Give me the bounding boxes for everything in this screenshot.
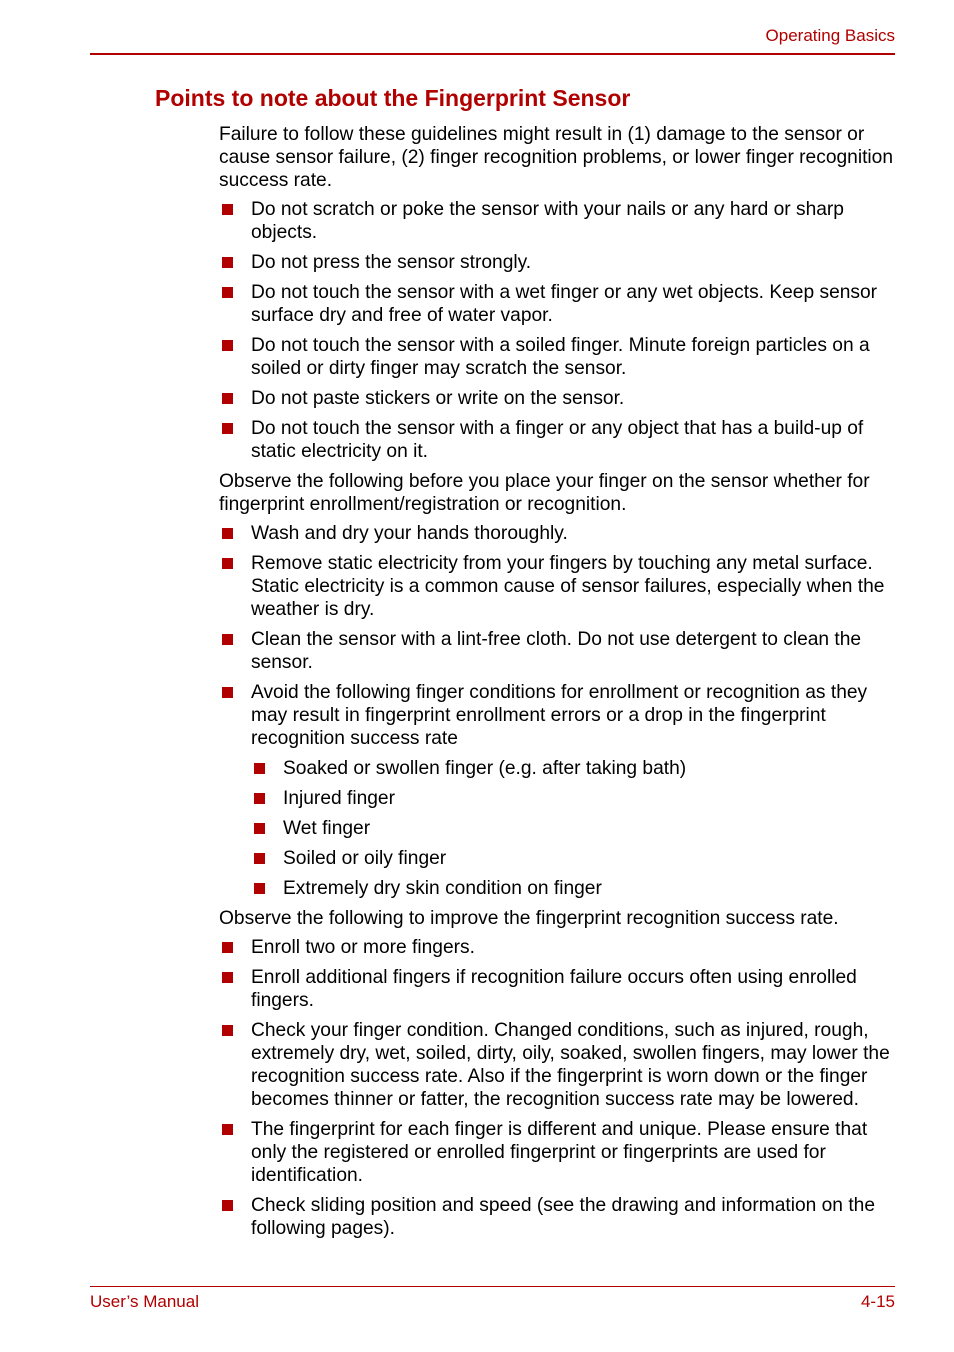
square-bullet-icon [222, 634, 233, 645]
square-bullet-icon [222, 558, 233, 569]
list-item: Do not touch the sensor with a wet finger or any wet objects. Keep sensor surface dry and free of water vapor. [219, 281, 899, 327]
square-bullet-icon [222, 1025, 233, 1036]
square-bullet-icon [222, 528, 233, 539]
list-item: Do not press the sensor strongly. [219, 251, 899, 274]
square-bullet-icon [254, 763, 265, 774]
preparation-list [219, 522, 899, 900]
improve-recognition-list [219, 936, 899, 1240]
sublist-item: Injured finger [251, 787, 899, 810]
list-item: Do not touch the sensor with a soiled finger. Minute foreign particles on a soiled or dirty finger may scratch the sensor. [219, 334, 899, 380]
sensor-care-list [219, 198, 899, 463]
list-item: Do not touch the sensor with a finger or any object that has a build-up of static electricity on it. [219, 417, 899, 463]
square-bullet-icon [254, 853, 265, 864]
square-bullet-icon [222, 204, 233, 215]
list-item: Check sliding position and speed (see the drawing and information on the following pages). [219, 1194, 899, 1240]
sublist-item: Soiled or oily finger [251, 847, 899, 870]
observe-improve-paragraph: Observe the following to improve the fingerprint recognition success rate. [219, 908, 839, 929]
list-item: Clean the sensor with a lint-free cloth. Do not use detergent to clean the sensor. [219, 628, 899, 674]
square-bullet-icon [222, 1200, 233, 1211]
square-bullet-icon [254, 793, 265, 804]
observe-before-paragraph: Observe the following before you place your finger on the sensor whether for fingerprint enrollment/registration or recognition. [219, 471, 870, 515]
footer-manual-name: User’s Manual [90, 1292, 199, 1311]
running-header-section: Operating Basics [765, 26, 895, 45]
section-title: Points to note about the Fingerprint Sensor [155, 85, 631, 111]
page-number: 4-15 [860, 1292, 895, 1311]
list-item: Do not paste stickers or write on the sensor. [219, 387, 899, 410]
footer-rule [90, 1286, 895, 1287]
square-bullet-icon [222, 687, 233, 698]
square-bullet-icon [222, 972, 233, 983]
sublist-item: Extremely dry skin condition on finger [251, 877, 899, 900]
list-item: Check your finger condition. Changed conditions, such as injured, rough, extremely dry, wet, soiled, dirty, oily, soaked, swollen fingers, may lower the recognition success rate. Also if the fingerprint is worn down or the finger becomes thinner or fatter, the recognition success rate may be lowered. [219, 1019, 899, 1111]
list-item: Wash and dry your hands thoroughly. [219, 522, 899, 545]
list-item: Do not scratch or poke the sensor with your nails or any hard or sharp objects. [219, 198, 899, 244]
square-bullet-icon [254, 883, 265, 894]
list-item: Enroll additional fingers if recognition failure occurs often using enrolled fingers. [219, 966, 899, 1012]
list-item: The fingerprint for each finger is different and unique. Please ensure that only the registered or enrolled fingerprint or fingerprints are used for identification. [219, 1118, 899, 1187]
square-bullet-icon [222, 942, 233, 953]
list-item: Remove static electricity from your fingers by touching any metal surface. Static electricity is a common cause of sensor failures, especially when the weather is dry. [219, 552, 899, 621]
main-content [219, 123, 899, 1247]
square-bullet-icon [254, 823, 265, 834]
square-bullet-icon [222, 257, 233, 268]
intro-paragraph: Failure to follow these guidelines might result in (1) damage to the sensor or cause sensor failure, (2) finger recognition problems, or lower finger recognition success rate. [219, 124, 894, 191]
list-item: Avoid the following finger conditions for enrollment or recognition as they may result in fingerprint enrollment errors or a drop in the fingerprint recognition success rate [219, 681, 899, 750]
square-bullet-icon [222, 393, 233, 404]
square-bullet-icon [222, 1124, 233, 1135]
sublist-item: Wet finger [251, 817, 899, 840]
square-bullet-icon [222, 287, 233, 298]
square-bullet-icon [222, 340, 233, 351]
list-item: Enroll two or more fingers. [219, 936, 899, 959]
sublist-item: Soaked or swollen finger (e.g. after taking bath) [251, 757, 899, 780]
finger-conditions-sublist [219, 757, 899, 900]
square-bullet-icon [222, 423, 233, 434]
header-rule [90, 53, 895, 55]
